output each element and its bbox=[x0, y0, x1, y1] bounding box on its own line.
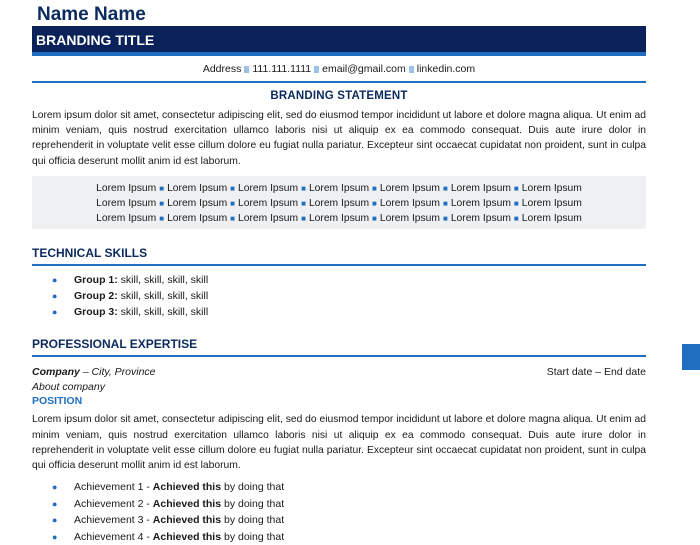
bullet-icon: ■ bbox=[442, 183, 448, 193]
skill-group-value: skill, skill, skill, skill bbox=[120, 290, 209, 303]
bullet-icon: ■ bbox=[372, 183, 377, 193]
bullet-icon: ■ bbox=[230, 183, 236, 193]
achievement-bold: Achieved this bbox=[152, 481, 222, 494]
contact-linkedin[interactable]: linkedin.com bbox=[416, 63, 476, 75]
bullet-icon: ● bbox=[52, 291, 58, 302]
achievement-bold: Achieved this bbox=[152, 530, 222, 543]
about-company: About company bbox=[32, 381, 105, 394]
job-description: Lorem ipsum dolor sit amet, consectetur adipiscing elit, sed do eiusmod tempor incididunt ut labore et dolore magna aliqua. Ut enim ad minim veniam, quis nostrud exercitation ullamco laboris nisi ut aliquip ex ea commodo consequat. Duis aute irure dolor in reprehenderit in voluptate velit esse cillum dolore eu fugiat nulla pariatur. Excepteur sint occaecat cupidatat non proident, sunt in culpa qui officia deserunt mollit anim id est laborum. bbox=[32, 414, 646, 472]
achievements-list bbox=[32, 479, 646, 545]
contact-email[interactable]: email@gmail.com bbox=[322, 63, 406, 75]
list-item bbox=[52, 288, 646, 304]
side-tab-handle[interactable] bbox=[682, 344, 700, 370]
bullet-icon: ■ bbox=[513, 199, 519, 209]
list-item bbox=[52, 496, 646, 513]
bullet-icon: ■ bbox=[442, 199, 448, 209]
technical-skills-heading: TECHNICAL SKILLS bbox=[32, 246, 148, 261]
contact-phone: 111.111.1111 bbox=[252, 63, 312, 75]
contact-address: Address bbox=[202, 63, 242, 75]
keywords-row bbox=[32, 196, 646, 211]
keyword: Lorem Ipsum bbox=[96, 198, 157, 210]
keyword: Lorem Ipsum bbox=[167, 198, 228, 210]
banner-underline bbox=[32, 52, 646, 56]
keyword: Lorem Ipsum bbox=[167, 183, 228, 195]
achievement-prefix: Achievement 4 - bbox=[74, 530, 153, 543]
bullet-icon: ● bbox=[52, 531, 58, 542]
achievement-suffix: by doing that bbox=[221, 530, 285, 543]
achievement-prefix: Achievement 1 - bbox=[74, 481, 153, 494]
skills-list bbox=[32, 272, 646, 320]
job-dates: Start date – End date bbox=[546, 366, 646, 379]
keyword: Lorem Ipsum bbox=[450, 198, 511, 210]
bullet-icon: ● bbox=[52, 498, 58, 509]
skill-group-value: skill, skill, skill, skill bbox=[120, 274, 209, 287]
separator-icon bbox=[314, 66, 319, 73]
keyword: Lorem Ipsum bbox=[238, 213, 299, 225]
keyword: Lorem Ipsum bbox=[379, 183, 440, 195]
job-company bbox=[32, 365, 156, 380]
candidate-name: Name Name bbox=[37, 4, 146, 25]
skill-group-value: skill, skill, skill, skill bbox=[120, 306, 209, 319]
achievement-suffix: by doing that bbox=[221, 514, 285, 527]
keyword: Lorem Ipsum bbox=[450, 213, 511, 225]
bullet-icon: ● bbox=[52, 307, 58, 318]
position-title: POSITION bbox=[32, 395, 83, 408]
keyword: Lorem Ipsum bbox=[238, 183, 299, 195]
keywords-row bbox=[32, 181, 646, 196]
keyword: Lorem Ipsum bbox=[308, 198, 370, 210]
keyword: Lorem Ipsum bbox=[96, 183, 157, 195]
branding-title-banner: BRANDING TITLE bbox=[32, 26, 646, 52]
skill-group-label: Group 3: bbox=[74, 306, 118, 319]
keyword: Lorem Ipsum bbox=[521, 198, 582, 210]
divider bbox=[32, 81, 646, 83]
achievement-prefix: Achievement 2 - bbox=[74, 497, 153, 510]
bullet-icon: ■ bbox=[159, 214, 165, 224]
contact-line bbox=[32, 62, 646, 76]
keyword: Lorem Ipsum bbox=[238, 198, 299, 210]
bullet-icon: ■ bbox=[513, 183, 519, 193]
branding-statement-heading: BRANDING STATEMENT bbox=[270, 90, 408, 102]
achievement-prefix: Achievement 3 - bbox=[74, 514, 153, 527]
keyword: Lorem Ipsum bbox=[308, 183, 370, 195]
keywords-row bbox=[32, 211, 646, 226]
keyword: Lorem Ipsum bbox=[96, 213, 157, 225]
keyword: Lorem Ipsum bbox=[521, 183, 582, 195]
bullet-icon: ■ bbox=[230, 199, 236, 209]
bullet-icon: ■ bbox=[230, 214, 236, 224]
bullet-icon: ■ bbox=[301, 199, 306, 209]
separator-icon bbox=[244, 66, 249, 73]
list-item bbox=[52, 304, 646, 320]
branding-statement-text: Lorem ipsum dolor sit amet, consectetur adipiscing elit, sed do eiusmod tempor incididunt ut labore et dolore magna aliqua. Ut enim ad minim veniam, quis nostrud exercitation ullamco laboris nisi ut aliquip ex ea commodo consequat. Duis aute irure dolor in reprehenderit in voluptate velit esse cillum dolore eu fugiat nulla pariatur. Excepteur sint occaecat cupidatat non proident, sunt in culpa qui officia deserunt mollit anim id est laborum. bbox=[32, 110, 646, 167]
list-item bbox=[52, 479, 646, 496]
keywords-box bbox=[32, 176, 646, 230]
achievement-bold: Achieved this bbox=[152, 497, 222, 510]
bullet-icon: ● bbox=[52, 275, 58, 286]
achievement-suffix: by doing that bbox=[221, 497, 285, 510]
bullet-icon: ● bbox=[52, 515, 58, 526]
resume-page bbox=[32, 0, 646, 545]
list-item bbox=[52, 529, 646, 545]
skill-group-label: Group 1: bbox=[74, 274, 118, 287]
list-item bbox=[52, 512, 646, 529]
bullet-icon: ■ bbox=[372, 214, 377, 224]
achievement-bold: Achieved this bbox=[152, 514, 222, 527]
separator-icon bbox=[409, 66, 414, 73]
skill-group-label: Group 2: bbox=[74, 290, 118, 303]
keyword: Lorem Ipsum bbox=[521, 213, 582, 225]
divider bbox=[32, 355, 646, 357]
bullet-icon: ■ bbox=[442, 214, 448, 224]
achievement-suffix: by doing that bbox=[221, 481, 285, 494]
professional-expertise-heading: PROFESSIONAL EXPERTISE bbox=[32, 337, 198, 352]
bullet-icon: ■ bbox=[159, 199, 165, 209]
company-location: – City, Province bbox=[82, 366, 156, 379]
company-name: Company bbox=[32, 366, 80, 379]
bullet-icon: ■ bbox=[513, 214, 519, 224]
bullet-icon: ■ bbox=[159, 183, 165, 193]
bullet-icon: ■ bbox=[301, 183, 306, 193]
bullet-icon: ■ bbox=[372, 199, 377, 209]
divider bbox=[32, 264, 646, 266]
bullet-icon: ■ bbox=[301, 214, 306, 224]
bullet-icon: ● bbox=[52, 482, 58, 493]
list-item bbox=[52, 272, 646, 288]
job-header bbox=[32, 365, 646, 380]
keyword: Lorem Ipsum bbox=[379, 213, 440, 225]
keyword: Lorem Ipsum bbox=[450, 183, 511, 195]
keyword: Lorem Ipsum bbox=[379, 198, 440, 210]
keyword: Lorem Ipsum bbox=[308, 213, 370, 225]
keyword: Lorem Ipsum bbox=[167, 213, 228, 225]
